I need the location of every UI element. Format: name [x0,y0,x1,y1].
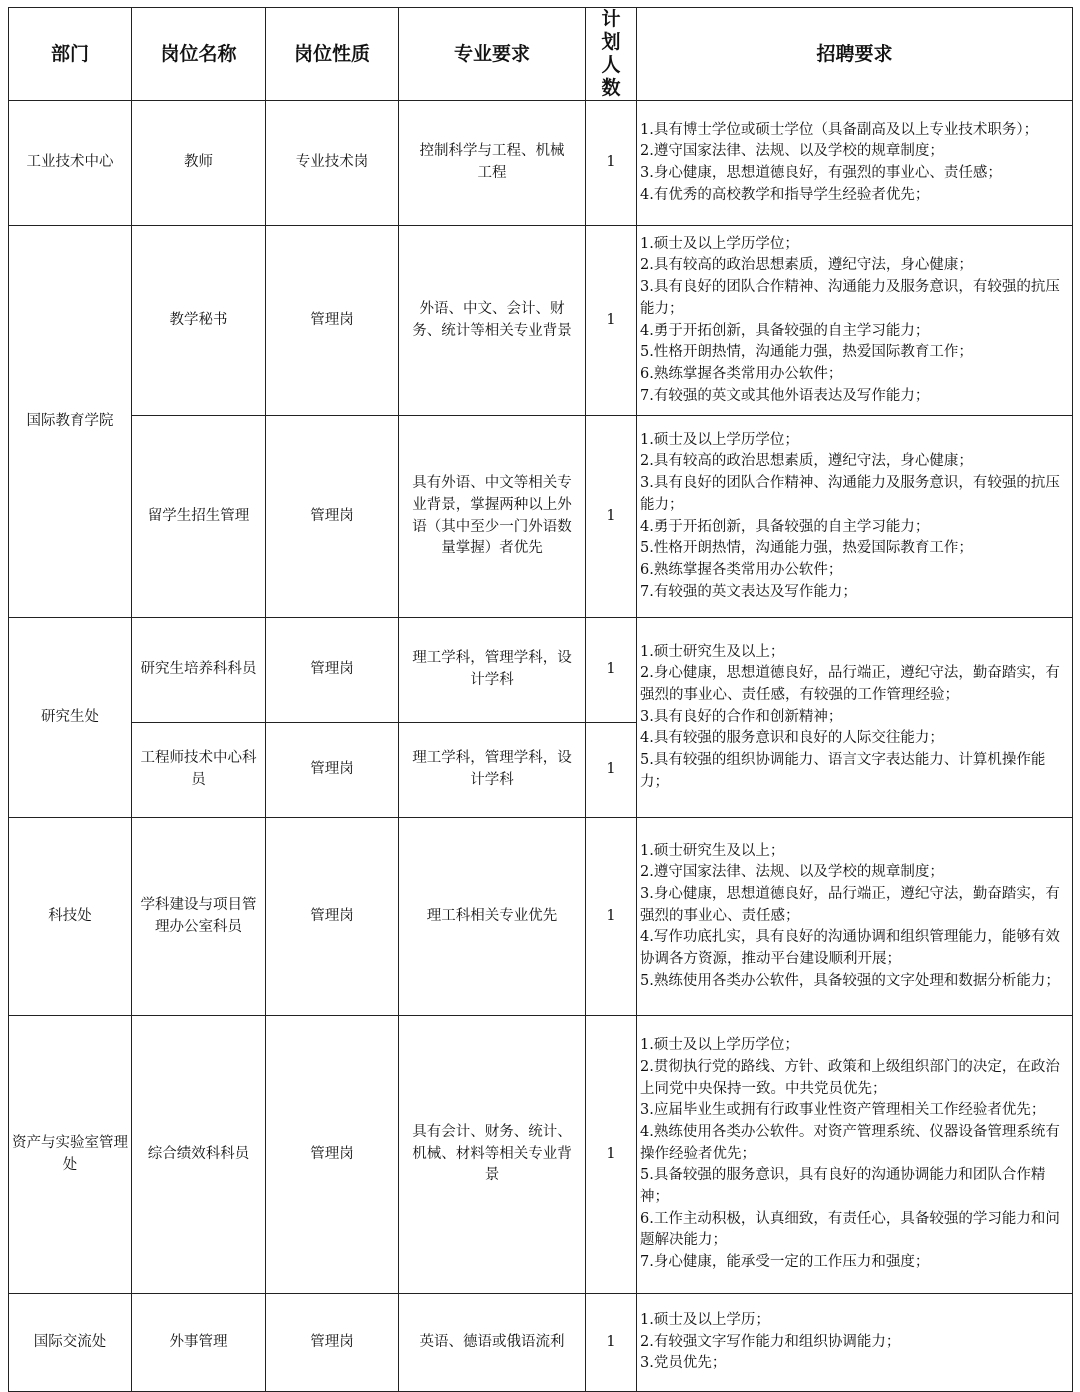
major-cell: 理工学科，管理学科，设计学科 [399,723,586,818]
requirement-item: 4.勇于开拓创新，具备较强的自主学习能力； [640,322,930,339]
requirement-item: 3.具有良好的合作和创新精神； [640,708,843,725]
dept-cell: 研究生处 [9,618,132,818]
requirement-item: 1.硕士及以上学历； [640,1311,770,1328]
requirement-item: 4.有优秀的高校教学和指导学生经验者优先； [640,186,930,203]
position-cell: 外事管理 [132,1294,266,1392]
major-cell: 理工科相关专业优先 [399,818,586,1016]
nature-cell: 管理岗 [266,226,399,416]
header-count: 计划人数 [586,8,637,101]
header-row [9,8,1073,101]
table-row [9,1294,1073,1392]
count-cell: 1 [586,818,637,1016]
table-row [9,1016,1073,1294]
requirement-item: 1.硕士及以上学历学位； [640,431,799,448]
requirement-item: 3.身心健康，思想道德良好，有强烈的事业心、责任感； [640,165,1002,181]
table-row [9,226,1073,416]
position-cell: 综合绩效科科员 [132,1016,266,1294]
table-row [9,818,1073,1016]
count-cell: 1 [586,226,637,416]
dept-cell: 国际交流处 [9,1294,132,1392]
table-row [9,416,1073,618]
requirement-item: 6.熟练掌握各类常用办公软件； [640,561,843,578]
header-position: 岗位名称 [132,8,266,101]
count-cell: 1 [586,1294,637,1392]
count-cell: 1 [586,416,637,618]
count-cell: 1 [586,1016,637,1294]
nature-cell: 管理岗 [266,818,399,1016]
nature-cell: 管理岗 [266,723,399,818]
header-dept: 部门 [9,8,132,101]
dept-cell: 科技处 [9,818,132,1016]
dept-cell: 国际教育学院 [9,226,132,618]
requirement-item: 5.性格开朗热情，沟通能力强，热爱国际教育工作； [640,540,973,557]
requirement-item: 4.写作功底扎实，具有良好的沟通协调和组织管理能力，能够有效协调各方资源，推动平台建设顺利开展； [640,929,1060,968]
requirement-item: 7.有较强的英文表达及写作能力； [640,583,857,600]
requirement-item: 5.熟练使用各类办公软件，具备较强的文字处理和数据分析能力； [640,972,1060,989]
nature-cell: 专业技术岗 [266,101,399,226]
requirement-item: 2.遵守国家法律、法规、以及学校的规章制度； [640,864,944,881]
major-cell: 具有会计、财务、统计、机械、材料等相关专业背景 [399,1016,586,1294]
requirement-item: 2.身心健康，思想道德良好，品行端正，遵纪守法，勤奋踏实，有强烈的事业心、责任感，有较强的工作管理经验； [640,665,1060,703]
recruitment-table [8,7,1073,1392]
requirements-cell [637,1016,1073,1294]
position-cell: 教学秘书 [132,226,266,416]
nature-cell: 管理岗 [266,1294,399,1392]
requirement-item: 2.具有较高的政治思想素质，遵纪守法，身心健康； [640,257,973,274]
position-cell: 研究生培养科科员 [132,618,266,723]
requirement-item: 3.应届毕业生或拥有行政事业性资产管理相关工作经验者优先； [640,1102,1046,1119]
requirement-item: 2.遵守国家法律、法规、以及学校的规章制度； [640,143,944,160]
requirement-item: 1.硕士及以上学历学位； [640,1037,799,1054]
nature-cell: 管理岗 [266,416,399,618]
requirements-cell [637,818,1073,1016]
requirement-item: 3.具有良好的团队合作精神、沟通能力及服务意识，有较强的抗压能力； [640,279,1060,317]
position-cell: 留学生招生管理 [132,416,266,618]
requirement-item: 4.熟练使用各类办公软件。对资产管理系统、仪器设备管理系统有操作经验者优先； [640,1123,1060,1162]
major-cell: 控制科学与工程、机械工程 [399,101,586,226]
position-cell: 学科建设与项目管理办公室科员 [132,818,266,1016]
nature-cell: 管理岗 [266,618,399,723]
requirements-cell [637,618,1073,818]
nature-cell: 管理岗 [266,1016,399,1294]
requirement-item: 1.硕士及以上学历学位； [640,235,799,252]
position-cell: 工程师技术中心科员 [132,723,266,818]
requirements-cell [637,101,1073,226]
requirement-item: 6.工作主动积极，认真细致，有责任心，具备较强的学习能力和问题解决能力； [640,1210,1060,1249]
count-cell: 1 [586,101,637,226]
requirement-item: 3.身心健康，思想道德良好，品行端正，遵纪守法，勤奋踏实，有强烈的事业心、责任感； [640,885,1060,924]
requirement-item: 2.具有较高的政治思想素质，遵纪守法，身心健康； [640,453,973,470]
requirement-item: 5.性格开朗热情，沟通能力强，热爱国际教育工作； [640,344,973,361]
header-nature: 岗位性质 [266,8,399,101]
position-cell: 教师 [132,101,266,226]
header-major: 专业要求 [399,8,586,101]
dept-cell: 资产与实验室管理处 [9,1016,132,1294]
requirement-item: 5.具有较强的组织协调能力、语言文字表达能力、计算机操作能力； [640,752,1046,790]
requirement-item: 4.具有较强的服务意识和良好的人际交往能力； [640,730,944,747]
requirement-item: 1.硕士研究生及以上； [640,643,785,660]
requirement-item: 1.具有博士学位或硕士学位（具备副高及以上专业技术职务）； [640,121,1039,138]
requirement-item: 5.具备较强的服务意识，具有良好的沟通协调能力和团队合作精神； [640,1167,1046,1206]
requirements-cell [637,1294,1073,1392]
dept-cell: 工业技术中心 [9,101,132,226]
requirement-item: 7.身心健康，能承受一定的工作压力和强度； [640,1254,930,1271]
requirement-item: 7.有较强的英文或其他外语表达及写作能力； [640,387,930,404]
table-row [9,101,1073,226]
header-requirements: 招聘要求 [637,8,1073,101]
requirements-cell [637,226,1073,416]
major-cell: 理工学科，管理学科，设计学科 [399,618,586,723]
requirement-item: 4.勇于开拓创新，具备较强的自主学习能力； [640,518,930,535]
count-cell: 1 [586,723,637,818]
major-cell: 外语、中文、会计、财务、统计等相关专业背景 [399,226,586,416]
major-cell: 英语、德语或俄语流利 [399,1294,586,1392]
requirement-item: 3.具有良好的团队合作精神、沟通能力及服务意识，有较强的抗压能力； [640,475,1060,513]
table-row [9,618,1073,723]
count-cell: 1 [586,618,637,723]
major-cell: 具有外语、中文等相关专业背景，掌握两种以上外语（其中至少一门外语数量掌握）者优先 [399,416,586,618]
requirement-item: 6.熟练掌握各类常用办公软件； [640,365,843,382]
requirement-item: 2.有较强文字写作能力和组织协调能力； [640,1333,901,1350]
requirement-item: 2.贯彻执行党的路线、方针、政策和上级组织部门的决定，在政治上同党中央保持一致。中共党员优先； [640,1058,1060,1097]
requirements-cell [637,416,1073,618]
requirement-item: 1.硕士研究生及以上； [640,842,785,859]
requirement-item: 3.党员优先； [640,1355,727,1372]
